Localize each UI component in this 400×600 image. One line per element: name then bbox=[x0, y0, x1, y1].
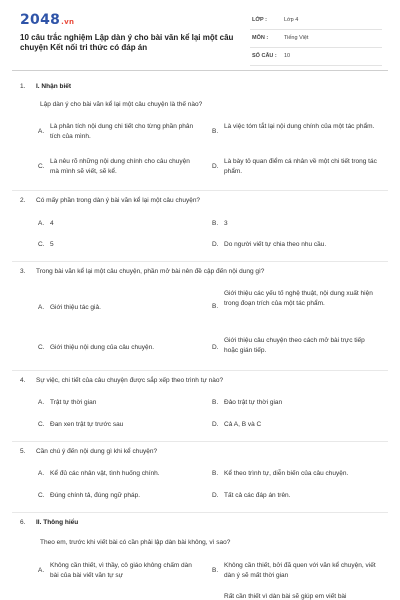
question-divider bbox=[12, 512, 388, 513]
option-text: Không cần thiết, vì thầy, cô giáo không chấm dàn bài của bài viết văn tự sự bbox=[50, 562, 192, 579]
meta-value-mon: Tiếng Việt bbox=[284, 35, 309, 41]
option-text: Đúng chính tả, đúng ngữ pháp. bbox=[50, 492, 141, 499]
section-title: II. Thông hiểu bbox=[36, 519, 79, 526]
option-letter: C. bbox=[38, 421, 45, 428]
option-text: 5 bbox=[50, 241, 54, 248]
question-divider bbox=[12, 261, 388, 262]
option-text: Kể theo trình tự, diễn biến của câu chuyện. bbox=[224, 470, 349, 477]
question-text: Sự việc, chi tiết của câu chuyện được sắp xếp theo trình tự nào? bbox=[36, 377, 224, 384]
meta-label-lop: LỚP : bbox=[252, 17, 267, 23]
option-letter: A. bbox=[38, 304, 45, 311]
logo-suffix: .vn bbox=[61, 18, 75, 26]
question-number: 5. bbox=[20, 448, 26, 455]
page-header bbox=[0, 0, 400, 70]
option-text: Giới thiệu nội dung của câu chuyện. bbox=[50, 344, 154, 351]
option-letter: B. bbox=[212, 220, 219, 227]
option-text: Rất cần thiết vì dàn bài sẽ giúp em viết bài bbox=[224, 593, 347, 600]
option-text: Đan xen trật tự trước sau bbox=[50, 421, 124, 428]
option-text: Là bày tỏ quan điểm cá nhân về một chi tiết trong tác phẩm. bbox=[224, 158, 377, 175]
question-number: 3. bbox=[20, 268, 26, 275]
option-text: Do người viết tự chia theo nhu cầu. bbox=[224, 241, 327, 248]
question-divider bbox=[12, 441, 388, 442]
option-letter: A. bbox=[38, 220, 45, 227]
option-letter: D. bbox=[212, 421, 219, 428]
option-letter: B. bbox=[212, 303, 219, 310]
option-text: Không cần thiết, bởi đã quen với văn kể chuyện, viết dàn ý sẽ mất thời gian bbox=[224, 562, 376, 579]
section-title: I. Nhận biết bbox=[36, 83, 72, 90]
meta-label-socau: SỐ CÂU : bbox=[252, 53, 277, 59]
q6-option-partial[interactable] bbox=[212, 592, 382, 600]
option-text: Tất cả các đáp án trên. bbox=[224, 492, 291, 499]
question-text: Trong bài văn kể lại một câu chuyện, phần mở bài nên đề cập đến nội dung gì? bbox=[36, 268, 265, 275]
option-text: Là việc tóm tắt lại nội dung chính của một tác phẩm. bbox=[224, 123, 375, 130]
option-letter: D. bbox=[212, 344, 219, 351]
question-text: Cần chú ý đến nội dung gì khi kể chuyện? bbox=[36, 448, 158, 455]
option-letter: A. bbox=[38, 128, 45, 135]
meta-label-mon: MÔN : bbox=[252, 35, 269, 41]
option-letter: B. bbox=[212, 470, 219, 477]
option-text: Kể đủ các nhân vật, tình huống chính. bbox=[50, 470, 160, 477]
document-title: 10 câu trắc nghiệm Lập dàn ý cho bài văn kể lại một câu chuyện Kết nối tri thức có đáp án bbox=[20, 33, 234, 52]
question-text: Theo em, trước khi viết bài có cần phải lập dàn bài không, vì sao? bbox=[40, 539, 231, 546]
site-logo[interactable] bbox=[20, 12, 74, 28]
option-text: Giới thiệu câu chuyện theo cách mở bài trực tiếp hoặc gián tiếp. bbox=[224, 337, 365, 354]
logo-text: 2048 bbox=[20, 12, 61, 28]
question-number: 1. bbox=[20, 83, 26, 90]
question-number: 2. bbox=[20, 197, 26, 204]
option-letter: B. bbox=[212, 128, 219, 135]
question-number: 4. bbox=[20, 377, 26, 384]
meta-value-lop: Lớp 4 bbox=[284, 17, 299, 23]
meta-value-socau: 10 bbox=[284, 53, 291, 59]
option-letter: A. bbox=[38, 399, 45, 406]
option-text: Đảo trật tự thời gian bbox=[224, 399, 283, 406]
option-letter: A. bbox=[38, 470, 45, 477]
option-letter: D. bbox=[212, 163, 219, 170]
meta-row-lop bbox=[250, 14, 382, 30]
question-text: Có mấy phần trong dàn ý bài văn kể lại một câu chuyện? bbox=[36, 197, 201, 204]
meta-row-mon bbox=[250, 32, 382, 48]
option-letter: C. bbox=[38, 344, 45, 351]
option-letter: B. bbox=[212, 399, 219, 406]
option-letter: C. bbox=[38, 163, 45, 170]
meta-box bbox=[250, 14, 382, 68]
question-number: 6. bbox=[20, 519, 26, 526]
question-text: Lập dàn ý cho bài văn kể lại một câu chuyện là thế nào? bbox=[40, 101, 203, 108]
option-text: Trật tự thời gian bbox=[50, 399, 97, 406]
option-text: Là nêu rõ những nội dung chính cho câu chuyện mà mình sẽ viết, sẽ kể. bbox=[50, 158, 190, 175]
option-letter: C. bbox=[38, 492, 45, 499]
option-letter: B. bbox=[212, 567, 219, 574]
option-text: Cả A, B và C bbox=[224, 421, 262, 428]
option-letter: D. bbox=[212, 492, 219, 499]
option-text: 4 bbox=[50, 220, 54, 227]
question-divider bbox=[12, 370, 388, 371]
meta-row-socau bbox=[250, 50, 382, 66]
question-divider bbox=[12, 190, 388, 191]
option-letter: D. bbox=[212, 241, 219, 248]
option-text: Là phân tích nội dung chi tiết cho từng phần phân tích của mình. bbox=[50, 123, 194, 140]
option-text: Giới thiệu tác giả. bbox=[50, 304, 101, 311]
header-divider bbox=[12, 70, 388, 71]
option-letter: A. bbox=[38, 567, 45, 574]
option-text: 3 bbox=[224, 220, 228, 227]
option-text: Giới thiệu các yếu tố nghệ thuật, nội dung xuất hiện trong đoạn trích của một tác phẩm. bbox=[224, 290, 373, 307]
option-letter: C. bbox=[38, 241, 45, 248]
